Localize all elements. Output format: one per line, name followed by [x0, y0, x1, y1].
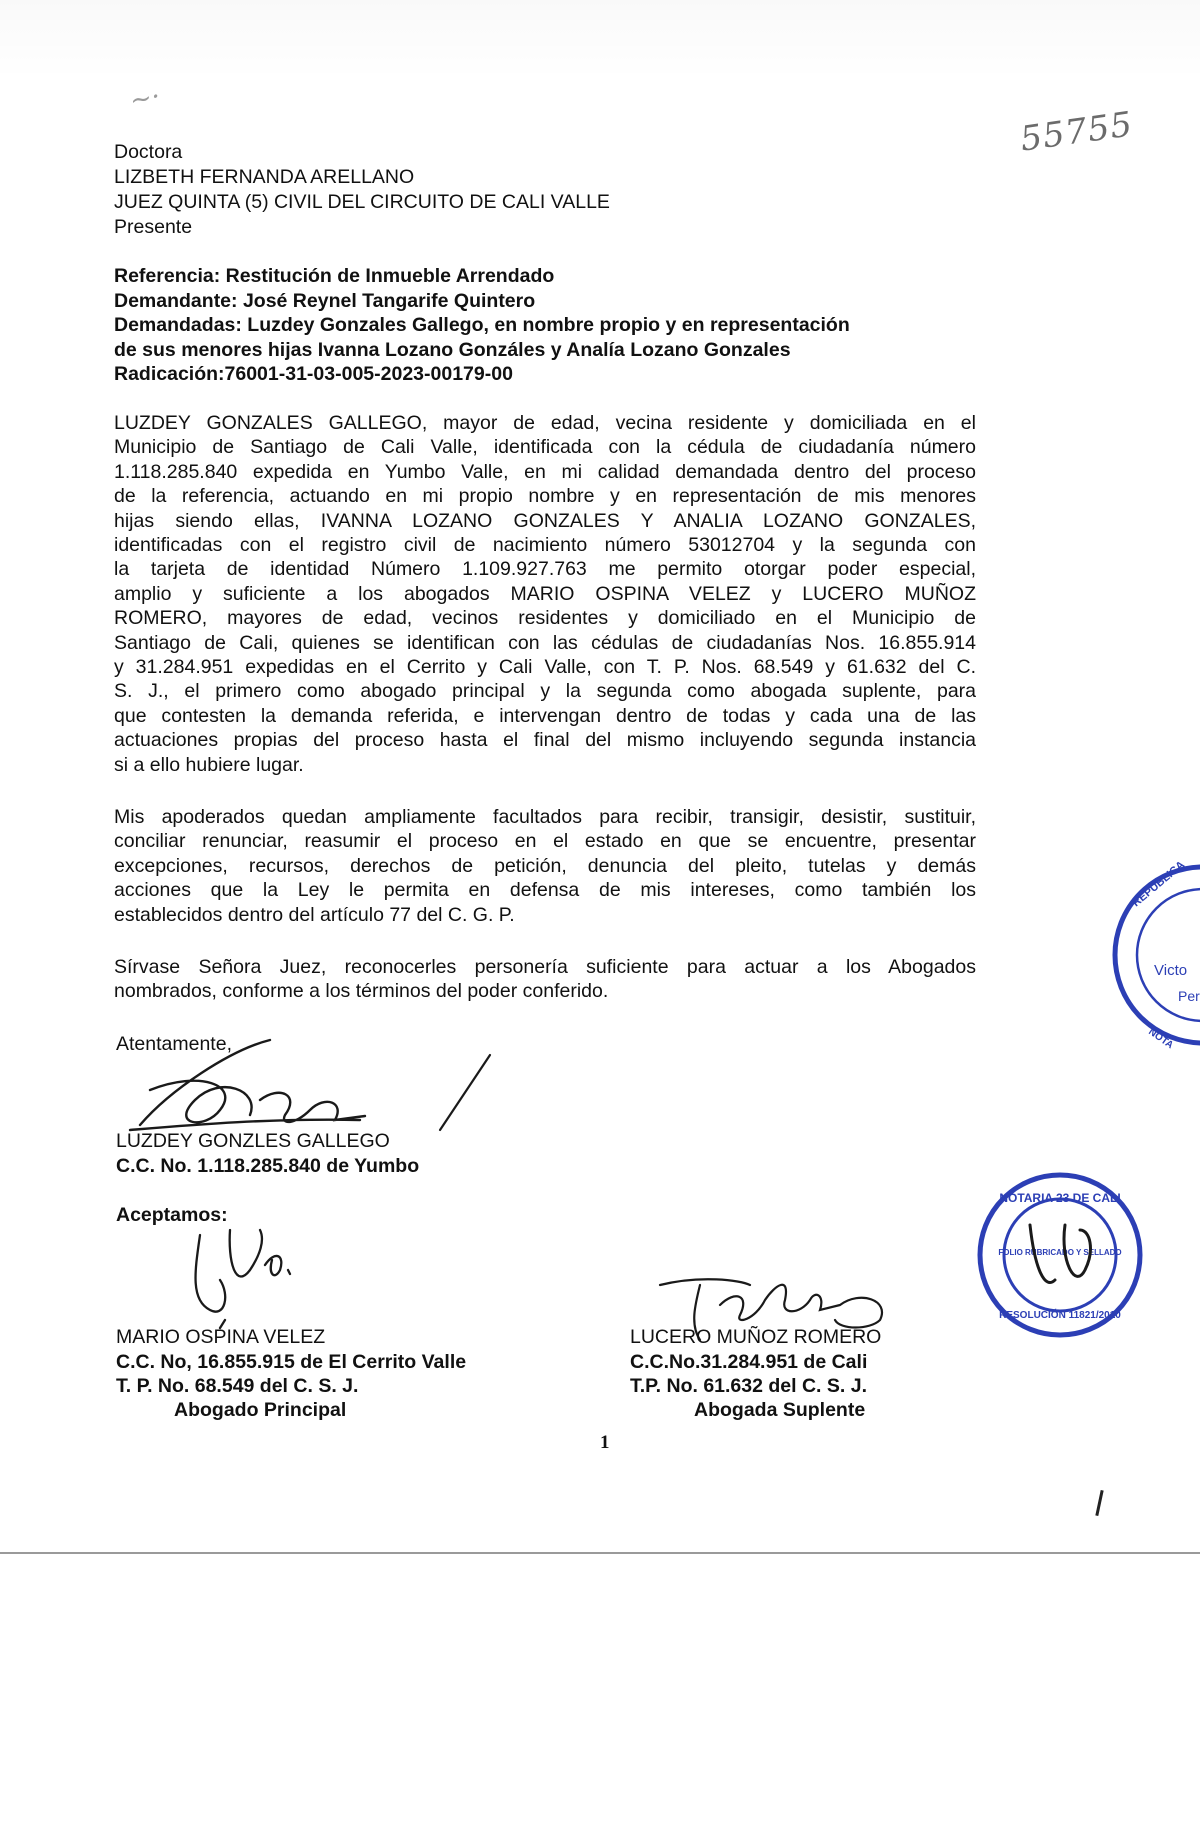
presente: Presente: [114, 216, 193, 238]
p3-line: nombrados, conforme a los términos del poder conferido.: [114, 980, 609, 1003]
reference-radicacion: Radicación:76001-31-03-005-2023-00179-00: [114, 363, 513, 385]
page-number: 1: [600, 1432, 610, 1453]
p1-line: hijas siendo ellas, IVANNA LOZANO GONZALES Y ANALIA LOZANO GONZALES,: [114, 509, 976, 532]
grantor-signature: [110, 1030, 530, 1140]
p1-line: LUZDEY GONZALES GALLEGO, mayor de edad, vecina residente y domiciliada en el: [114, 412, 976, 434]
reference-demandadas-1: Demandadas: Luzdey Gonzales Gallego, en nombre propio y en representación: [114, 314, 850, 336]
closing: Atentamente,: [116, 1033, 232, 1055]
p3-line: Sírvase Señora Juez, reconocerles personería suficiente para actuar a los Abogados: [114, 956, 976, 978]
notary-seal: [975, 1170, 1145, 1340]
p1-line: Santiago de Cali, quienes se identifican con las cédulas de ciudadanías Nos. 16.855.914: [114, 631, 976, 654]
principal-signature: [180, 1210, 300, 1330]
p1-line: amplio y suficiente a los abogados MARIO OSPINA VELEZ y LUCERO MUÑOZ: [114, 582, 976, 605]
p2-line: establecidos dentro del artículo 77 del C. G. P.: [114, 903, 515, 926]
p1-line: de la referencia, actuando en mi propio nombre y en representación de mis menores: [114, 485, 976, 508]
principal-id: C.C. No, 16.855.915 de El Cerrito Valle: [116, 1351, 467, 1373]
accept-label: Aceptamos:: [116, 1204, 228, 1226]
svg-text:NOTARIA 23 DE CALI: NOTARIA 23 DE CALI: [999, 1191, 1121, 1205]
grantor-name: LUZDEY GONZLES GALLEGO: [116, 1130, 390, 1152]
p2-line: acciones que la Ley le permita en defensa de mis intereses, como también los: [114, 879, 976, 902]
p1-line: si a ello hubiere lugar.: [114, 753, 304, 776]
body-paragraph-2: [114, 805, 976, 927]
reference-demandadas-2: de sus menores hijas Ivanna Lozano Gonzáles y Analía Lozano Gonzales: [114, 339, 791, 361]
svg-text:RESOLUCIÓN 11821/2010: RESOLUCIÓN 11821/2010: [999, 1310, 1121, 1321]
p1-line: Municipio de Santiago de Cali Valle, identificada con la cédula de ciudadanía número: [114, 436, 976, 459]
svg-text:FOLIO RUBRICADO Y SELLADO: FOLIO RUBRICADO Y SELLADO: [998, 1248, 1122, 1257]
principal-tp: T. P. No. 68.549 del C. S. J.: [116, 1375, 359, 1397]
reference-demandante: Demandante: José Reynel Tangarife Quintero: [114, 290, 536, 312]
svg-text:REPÚBLICA: REPÚBLICA: [1130, 858, 1188, 910]
addressee-name: LIZBETH FERNANDA ARELLANO: [114, 166, 415, 188]
svg-text:Per: Per: [1178, 988, 1200, 1004]
svg-text:NOTA: NOTA: [1146, 1026, 1176, 1052]
p1-line: S. J., el primero como abogado principal y la segunda como abogada suplente, para: [114, 680, 976, 703]
handwritten-number: 55755: [1017, 104, 1136, 160]
salutation: Doctora: [114, 141, 183, 163]
p2-line: Mis apoderados quedan ampliamente facultados para recibir, transigir, desistir, sustituir,: [114, 806, 976, 828]
scan-shading: [0, 0, 1200, 80]
substitute-id: C.C.No.31.284.951 de Cali: [630, 1351, 868, 1373]
p1-line: identificadas con el registro civil de nacimiento número 53012704 y la segunda con: [114, 534, 976, 557]
edge-seal-fragment: [1108, 855, 1200, 1055]
reference-referencia: Referencia: Restitución de Inmueble Arrendado: [114, 265, 555, 287]
body-paragraph-3: [114, 955, 976, 1004]
substitute-role: Abogada Suplente: [694, 1399, 866, 1421]
p1-line: actuaciones propias del proceso hasta el final del mismo incluyendo segunda instancia: [114, 729, 976, 752]
p2-line: conciliar renunciar, reasumir el proceso en el estado en que se encuentre, presentar: [114, 830, 976, 853]
margin-mark: [1095, 1490, 1103, 1516]
grantor-id: C.C. No. 1.118.285.840 de Yumbo: [116, 1155, 420, 1177]
substitute-name: LUCERO MUÑOZ ROMERO: [630, 1326, 882, 1348]
p2-line: excepciones, recursos, derechos de petición, denuncia del pleito, tutelas y demás: [114, 854, 976, 877]
principal-role: Abogado Principal: [174, 1399, 347, 1421]
svg-text:Victo: Victo: [1154, 962, 1188, 979]
corner-scribble: ~·: [127, 81, 163, 117]
substitute-tp: T.P. No. 61.632 del C. S. J.: [630, 1375, 867, 1397]
p1-line: ROMERO, mayores de edad, vecinos residentes y domiciliado en el Municipio de: [114, 607, 976, 630]
p1-line: que contesten la demanda referida, e intervengan dentro de todas y cada una de las: [114, 704, 976, 727]
p1-line: y 31.284.951 expedidas en el Cerrito y Cali Valle, con T. P. Nos. 68.549 y 61.632 del C.: [114, 656, 976, 679]
principal-name: MARIO OSPINA VELEZ: [116, 1326, 326, 1348]
p1-line: 1.118.285.840 expedida en Yumbo Valle, en mi calidad demandada dentro del proceso: [114, 460, 976, 483]
body-paragraph-1: [114, 411, 976, 777]
addressee-position: JUEZ QUINTA (5) CIVIL DEL CIRCUITO DE CALI VALLE: [114, 191, 610, 213]
page-bottom-edge: [0, 1552, 1200, 1554]
p1-line: la tarjeta de identidad Número 1.109.927.763 me permito otorgar poder especial,: [114, 558, 976, 581]
